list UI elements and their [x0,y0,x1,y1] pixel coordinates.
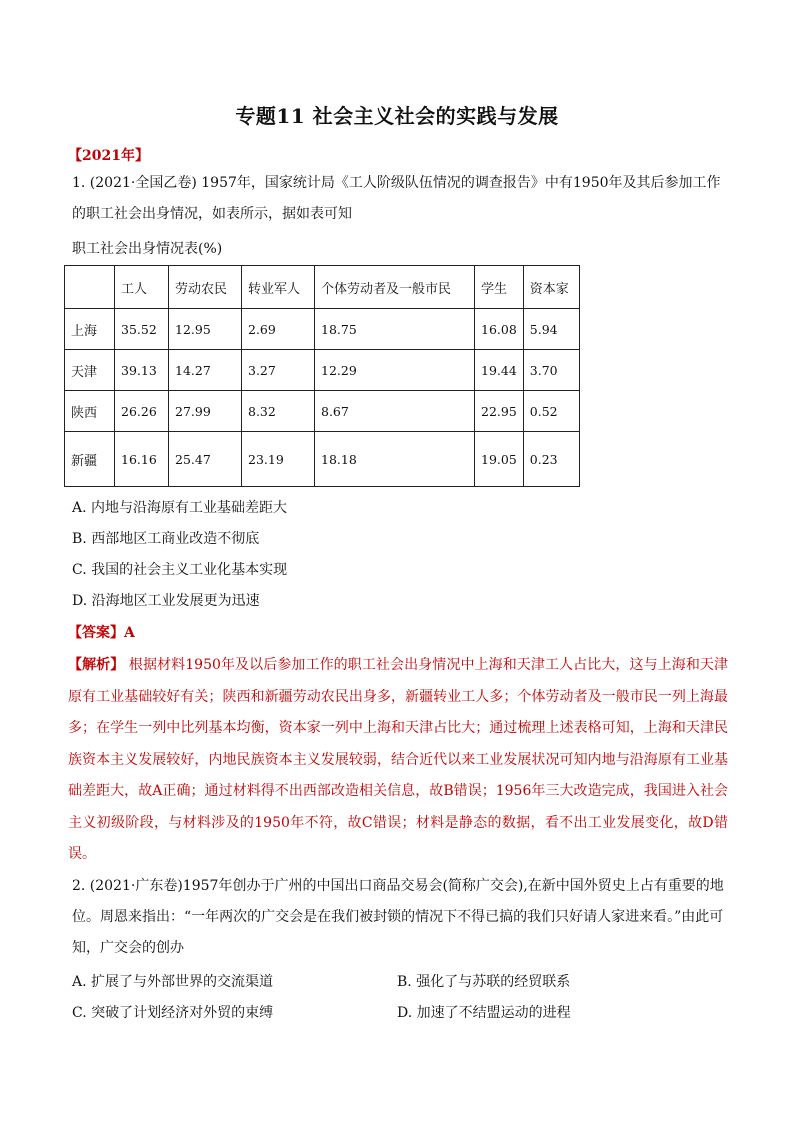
table-cell: 18.18 [315,432,475,487]
table-header-cell: 劳动农民 [169,266,242,309]
analysis-label: 【解析】 [68,657,125,673]
data-table [64,265,580,487]
question-1-stem: 1. (2021·全国乙卷) 1957年，国家统计局《工人阶级队伍情况的调查报告》中有1950年及其后参加工作的职工社会出身情况，如表所示，据如表可知 [72,175,721,222]
analysis-text: 根据材料1950年及以后参加工作的职工社会出身情况中上海和天津工人占比大，这与上海和天津原有工业基础较好有关；陕西和新疆劳动农民出身多，新疆转业工人多；个体劳动者及一般市民一列上海最多；在学生一列中比列基本均衡，资本家一列中上海和天津占比大；通过梳理上述表格可知，上海和天津民族资本主义发展较好，内地民族资本主义发展较弱，结合近代以来工业发展状况可知内地与沿海原有工业基础差距大，故A正确；通过材料得不出西部改造相关信息，故B错误；1956年三大改造完成，我国进入社会主义初级阶段，与材料涉及的1950年不符，故C错误；材料是静态的数据，看不出工业发展变化，故D错误。 [68,657,729,862]
table-cell: 陕西 [65,391,115,432]
year-heading: 【2021年】 [68,148,149,164]
q1-option-c: C. 我国的社会主义工业化基本实现 [72,562,288,578]
table-cell: 8.32 [242,391,315,432]
q2-option-b: B. 强化了与苏联的经贸联系 [397,974,571,990]
table-cell: 26.26 [115,391,169,432]
table-cell: 19.44 [475,350,524,391]
question-2-stem: 2. (2021·广东卷)1957年创办于广州的中国出口商品交易会(简称广交会),在新中国外贸史上占有重要的地位。周恩来指出：“一年两次的广交会是在我们被封锁的情况下不得已搞的我们只好请人家进来看。”由此可知，广交会的创办 [72,878,724,956]
table-cell: 0.23 [523,432,579,487]
table-cell: 2.69 [242,309,315,350]
table-caption: 职工社会出身情况表(%) [72,241,223,257]
q2-option-a: A. 扩展了与外部世界的交流渠道 [72,974,274,990]
table-cell: 35.52 [115,309,169,350]
q1-option-a: A. 内地与沿海原有工业基础差距大 [72,500,288,516]
table-cell: 5.94 [523,309,579,350]
table-cell: 19.05 [475,432,524,487]
table-row [65,432,580,487]
table-header-cell: 转业军人 [242,266,315,309]
table-cell: 3.27 [242,350,315,391]
table-header-row [65,266,580,309]
table-cell: 上海 [65,309,115,350]
table-cell: 天津 [65,350,115,391]
table-cell: 0.52 [523,391,579,432]
table-cell: 14.27 [169,350,242,391]
table-cell: 22.95 [475,391,524,432]
table-cell: 39.13 [115,350,169,391]
page-title: 专题11 社会主义社会的实践与发展 [235,104,559,128]
table-header-cell: 个体劳动者及一般市民 [315,266,475,309]
table-header-cell: 工人 [115,266,169,309]
table-header-cell: 资本家 [523,266,579,309]
table-cell: 12.95 [169,309,242,350]
q1-option-d: D. 沿海地区工业发展更为迅速 [72,593,260,609]
table-header-cell: 学生 [475,266,524,309]
table-cell: 16.08 [475,309,524,350]
q2-option-d: D. 加速了不结盟运动的进程 [397,1005,571,1021]
table-row [65,309,580,350]
table-cell: 18.75 [315,309,475,350]
table-cell: 25.47 [169,432,242,487]
q2-option-c: C. 突破了计划经济对外贸的束缚 [72,1005,274,1021]
q1-analysis [68,650,728,871]
table-row [65,350,580,391]
q1-option-b: B. 西部地区工商业改造不彻底 [72,531,260,547]
table-cell: 12.29 [315,350,475,391]
table-cell: 3.70 [523,350,579,391]
table-header-cell [65,266,115,309]
q1-answer: 【答案】A [68,625,135,641]
table-cell: 新疆 [65,432,115,487]
table-cell: 16.16 [115,432,169,487]
table-cell: 23.19 [242,432,315,487]
table-cell: 27.99 [169,391,242,432]
table-cell: 8.67 [315,391,475,432]
table-row [65,391,580,432]
